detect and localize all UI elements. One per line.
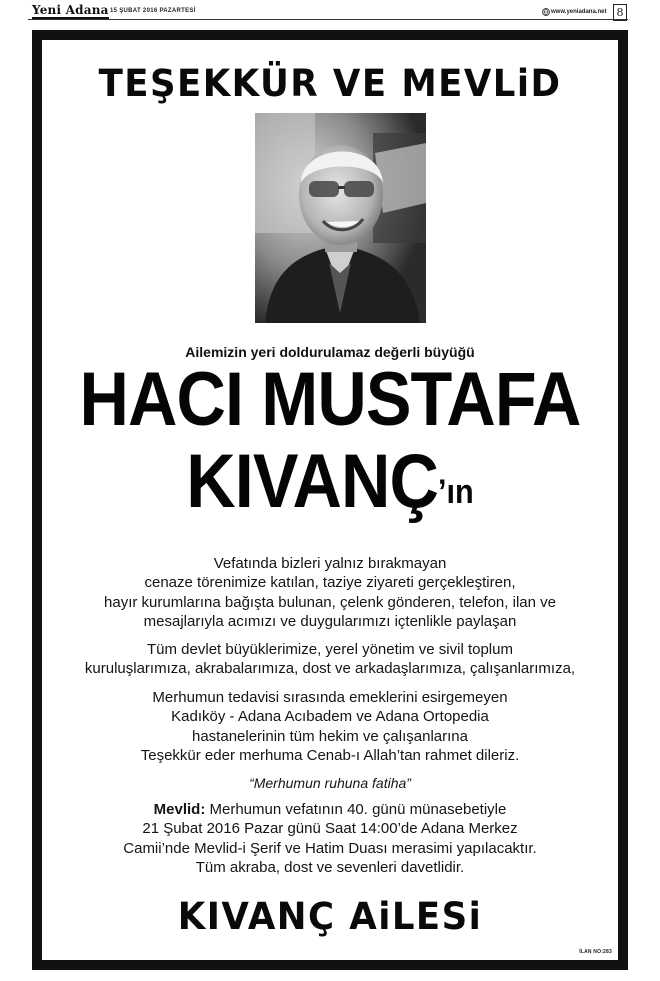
text-line: hayır kurumlarına bağışta bulunan, çelenk gönderen, telefon, ilan ve (104, 593, 556, 611)
thanks-paragraph-3 (42, 688, 618, 765)
text-line: Merhumun vefatının 40. günü münasebetiyle (205, 801, 507, 818)
thanks-paragraph-2 (42, 640, 618, 679)
family-signature: KIVANÇ AiLESi (177, 895, 483, 938)
deceased-surname-line (71, 439, 589, 532)
thanks-paragraph-1 (42, 554, 618, 631)
text-line: Kadıköy - Adana Acıbadem ve Adana Ortopedia (171, 708, 489, 726)
announcement-frame (32, 30, 628, 970)
deceased-name: HACI MUSTAFA (79, 357, 581, 442)
mevlid-line-1 (42, 800, 618, 819)
announcement-title: TEŞEKKÜR VE MEVLiD (98, 62, 562, 105)
newspaper-header (0, 0, 660, 22)
text-line: cenaze törenimize katılan, taziye ziyareti gerçekleştiren, (144, 574, 516, 592)
text-line: mesajlarıyla acımızı ve duygularımızı içtenlikle paylaşan (143, 612, 517, 630)
text-line: Tüm akraba, dost ve sevenleri davetlidir. (195, 858, 465, 876)
text-line: Vefatında bizleri yalnız bırakmayan (213, 555, 447, 572)
text-line: Merhumun tedavisi sırasında emeklerini esirgemeyen (152, 689, 508, 706)
header-divider (28, 19, 628, 20)
portrait-photo (255, 113, 426, 323)
text-line: Teşekkür eder merhuma Cenab-ı Allah’tan rahmet dileriz. (140, 746, 520, 764)
deceased-surname: KIVANÇ (186, 439, 439, 524)
text-line: hastanelerinin tüm hekim ve çalışanlarına (192, 727, 468, 745)
text-line: 21 Şubat 2016 Pazar günü Saat 14:00’de Adana Merkez (142, 820, 518, 838)
mevlid-paragraph (42, 800, 618, 877)
text-line: Camii’nde Mevlid-i Şerif ve Hatim Duası merasimi yapılacaktır. (123, 839, 537, 857)
surname-suffix: ’ın (438, 473, 474, 511)
globe-icon (542, 8, 550, 16)
announcement-body (42, 40, 618, 960)
subtitle: Ailemizin yeri doldurulamaz değerli büyüğü (185, 344, 475, 360)
text-line: kuruluşlarımıza, akrabalarımıza, dost ve arkadaşlarımıza, çalışanlarımıza, (84, 660, 576, 678)
ad-number: İLAN NO:283 (579, 949, 612, 955)
text-line: Tüm devlet büyüklerimize, yerel yönetim ve sivil toplum (147, 641, 513, 658)
prayer-quote: “Merhumun ruhuna fatiha” (249, 775, 411, 791)
website-url: www.yeniadana.net (551, 9, 607, 15)
portrait-illustration (255, 113, 426, 323)
newspaper-name: Yeni Adana (32, 3, 109, 17)
page-number: 8 (613, 4, 627, 21)
mevlid-label: Mevlid: (153, 801, 206, 818)
issue-date: 15 ŞUBAT 2016 PAZARTESİ (110, 8, 196, 14)
